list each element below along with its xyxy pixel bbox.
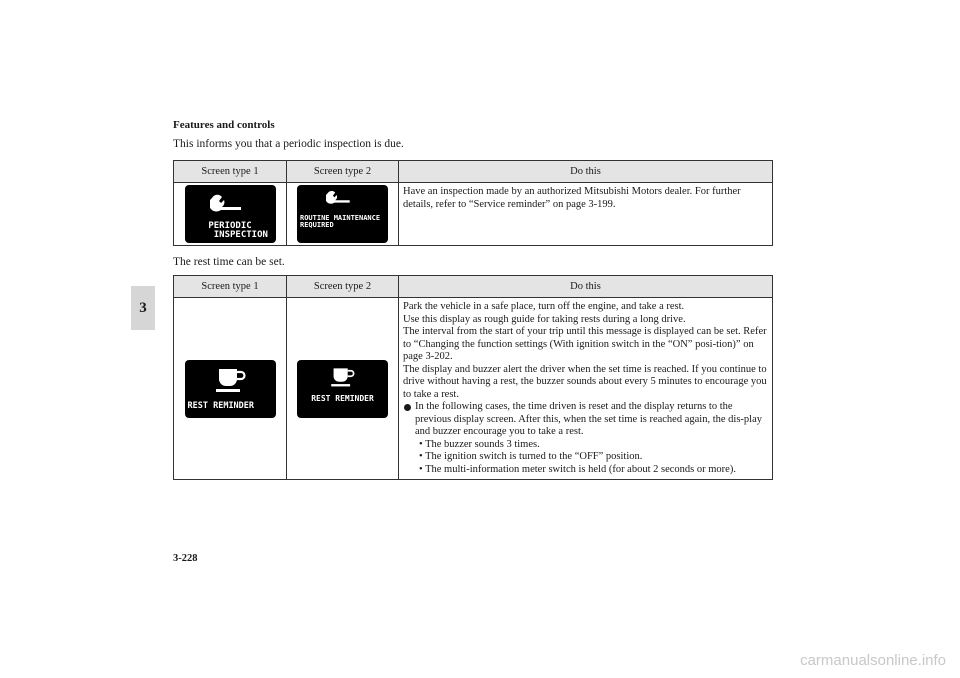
rest-action-cell <box>399 298 773 480</box>
periodic-inspection-screen <box>185 185 276 243</box>
periodic-intro-text: This informs you that a periodic inspection is due. <box>173 138 404 150</box>
rest-reminder-label-1: REST REMINDER <box>187 400 255 411</box>
periodic-inspection-label: PERIODIC INSPECTION <box>208 221 268 241</box>
wrench-icon <box>326 190 352 206</box>
rest-line-2: Use this display as rough guide for taking rests during a long drive. <box>403 313 686 325</box>
periodic-screen-1-cell <box>174 183 287 246</box>
rest-bullet-text: In the following cases, the time driven is reset and the display returns to the previous display screen. After this, when the set time is reached again, the dis-play and buzzer encourage you to take a rest. <box>415 401 762 437</box>
header-do-this: Do this <box>399 161 773 183</box>
table-header-row <box>174 276 773 298</box>
rest-line-1: Park the vehicle in a safe place, turn off the engine, and take a rest. <box>403 301 685 312</box>
rest-screen-1-cell <box>174 298 287 480</box>
chapter-number: 3 <box>139 299 147 316</box>
header-screen-type-1: Screen type 1 <box>174 161 287 183</box>
page-number: 3-228 <box>173 553 198 564</box>
chapter-tab <box>131 286 155 330</box>
rest-reminder-screen-2 <box>297 360 388 418</box>
coffee-cup-icon <box>330 366 356 388</box>
coffee-cup-icon <box>215 366 247 394</box>
header-do-this: Do this <box>399 276 773 298</box>
periodic-action-text: Have an inspection made by an authorized Mitsubishi Motors dealer. For further details, refer to “Service reminder” on page 3-199. <box>399 183 773 246</box>
watermark: carmanualsonline.info <box>800 652 946 669</box>
header-screen-type-2: Screen type 2 <box>287 276 399 298</box>
header-screen-type-1: Screen type 1 <box>174 276 287 298</box>
periodic-inspection-table <box>173 160 773 246</box>
rest-bullet <box>403 401 768 476</box>
rest-intro-text: The rest time can be set. <box>173 256 285 268</box>
rest-screen-2-cell <box>287 298 399 480</box>
rest-reminder-table <box>173 275 773 480</box>
bullet-icon <box>404 404 411 411</box>
header-screen-type-2: Screen type 2 <box>287 161 399 183</box>
wrench-icon <box>210 194 244 214</box>
rest-sub-item-1: • The buzzer sounds 3 times. <box>419 438 540 450</box>
rest-reminder-label-2: REST REMINDER <box>311 393 374 403</box>
section-header: Features and controls <box>173 119 275 131</box>
rest-reminder-screen-1 <box>185 360 276 418</box>
table-row <box>174 298 773 480</box>
rest-line-4: The display and buzzer alert the driver when the set time is reached. If you continue to drive without having a rest, the buzzer sounds about every 5 minutes to encourage you to take a rest. <box>403 363 767 400</box>
table-header-row <box>174 161 773 183</box>
rest-line-3: The interval from the start of your trip until this message is displayed can be set. Refer to “Changing the function settings (With ignition switch in the “ON” posi-tion)” on page 3-202. <box>403 326 767 362</box>
routine-maintenance-label: ROUTINE MAINTENANCE REQUIRED <box>300 214 381 230</box>
periodic-screen-2-cell <box>287 183 399 246</box>
rest-sub-item-2: • The ignition switch is turned to the “OFF” position. <box>419 451 643 462</box>
table-row <box>174 183 773 246</box>
routine-maintenance-screen <box>297 185 388 243</box>
rest-sub-item-3: • The multi-information meter switch is held (for about 2 seconds or more). <box>419 463 736 475</box>
